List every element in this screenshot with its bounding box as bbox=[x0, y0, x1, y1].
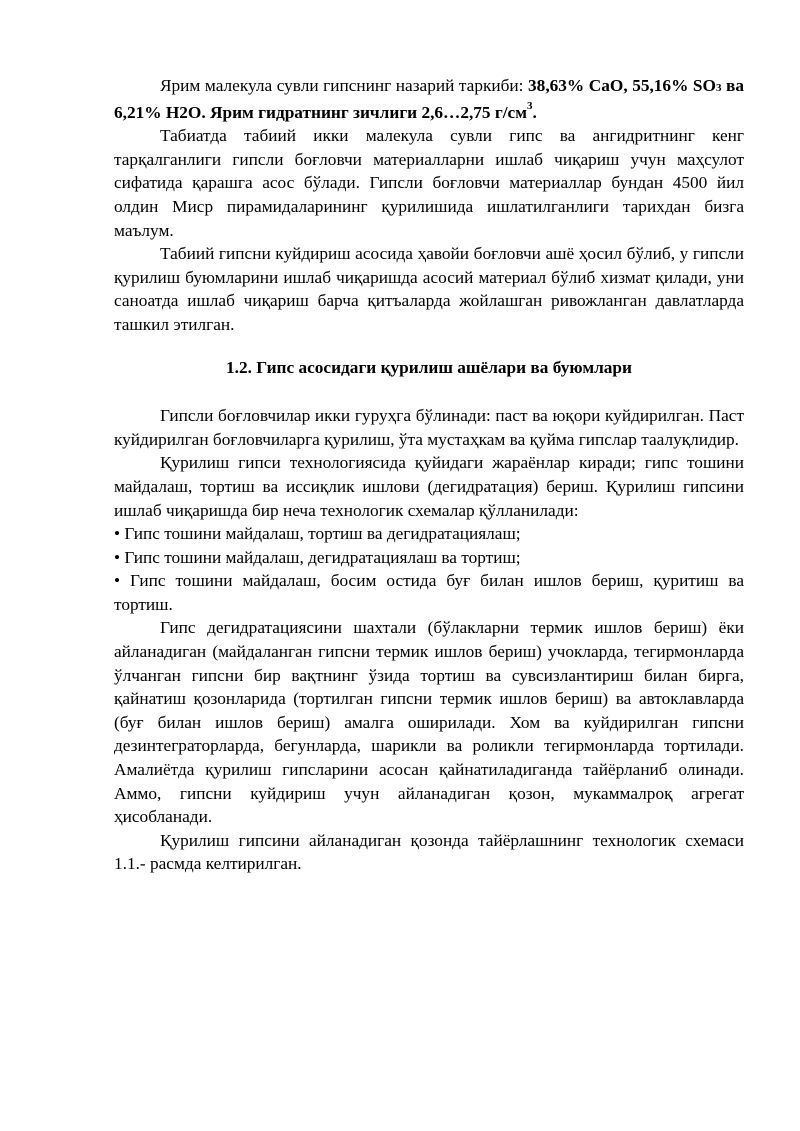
cm3-superscript: 3 bbox=[527, 99, 533, 112]
paragraph-firing: Табиий гипсни куйдириш асосида ҳавойи боғловчи ашё ҳосил бўлиб, у гипсли қурилиш буюмларини ишлаб чиқаришда асосий материал бўлиб хизмат қилади, уни саноатда ишлаб чиқариш барча қитъаларда жойлашган ривожланган давлатларда ташкил этилган. bbox=[114, 244, 744, 334]
bullet-item: • Гипс тошини майдалаш, босим остида буғ билан ишлов бериш, қуритиш ва тортиш. bbox=[114, 571, 744, 614]
paragraph-composition bbox=[114, 74, 744, 124]
composition-part-b: ва 6,21% H2O. Ярим гидратнинг зичлиги 2,6…2,75 г/см bbox=[114, 76, 744, 122]
paragraph-scheme-reference: Қурилиш гипсини айланадиган қозонда тайёрлашнинг технологик схемаси 1.1.- расмда келтирилган. bbox=[114, 830, 744, 874]
composition-intro: Ярим малекула сувли гипснинг назарий таркиби: bbox=[160, 76, 529, 95]
composition-end: . bbox=[532, 102, 537, 122]
bullet-item: • Гипс тошини майдалаш, дегидратациялаш ва тортиш; bbox=[114, 547, 521, 567]
so3-subscript: 3 bbox=[715, 82, 722, 94]
bullet-item: • Гипс тошини майдалаш, тортиш ва дегидратациялаш; bbox=[114, 524, 521, 544]
section-heading: 1.2. Гипс асосидаги қурилиш ашёлари ва буюмлари bbox=[226, 357, 632, 377]
paragraph-technology: Қурилиш гипси технологиясида қуйидаги жараёнлар киради; гипс тошини майдалаш, тортиш ва иссиқлик ишлови (дегидратация) бериш. Қурилиш гипсини ишлаб чиқаришда бир неча технологик схемалар қўлланилади: bbox=[114, 453, 744, 520]
composition-part-a: 38,63% CaO, 55,16% SO bbox=[528, 76, 716, 95]
paragraph-binder-groups: Гипсли боғловчилар икки гуруҳга бўлинади: паст ва юқори куйдирилган. Паст куйдирилган боғловчиларга қурилиш, ўта мустаҳкам ва қуйма гипслар таалуқлидир. bbox=[114, 406, 744, 449]
page-body bbox=[114, 74, 744, 876]
paragraph-dehydration: Гипс дегидратациясини шахтали (бўлакларни термик ишлов бериш) ёки айланадиган (майдаланган гипсни термик ишлов бериш) учокларда, тегирмонларда ўлчанган гипсни бир вақтнинг ўзида тортиш ва сувсизлантириш билан бирга, қайнатиш қозонларида (тортилган гипсни термик ишлов бериш) ва автоклавларда (буғ билан ишлов бериш) амалга оширилади. Хом ва куйдирилган гипсни дезинтеграторларда, бегунларда, шарикли ва роликли тегирмонларда тортилади. Амалиётда қурилиш гипсларини асосан қайнатиладиганда тайёрланиб олинади. Аммо, гипсни куйдириш учун айланадиган қозон, мукаммалроқ агрегат ҳисобланади. bbox=[114, 618, 744, 827]
paragraph-nature: Табиатда табиий икки малекула сувли гипс ва ангидритнинг кенг тарқалганлиги гипсли боғловчи материалларни ишлаб чиқариш учун маҳсулот сифатида қарашга асос бўлади. Гипсли боғловчи материаллар бундан 4500 йил олдин Миср пирамидаларининг қурилишида ишлатилганлиги тарихдан бизга маълум. bbox=[114, 126, 744, 240]
